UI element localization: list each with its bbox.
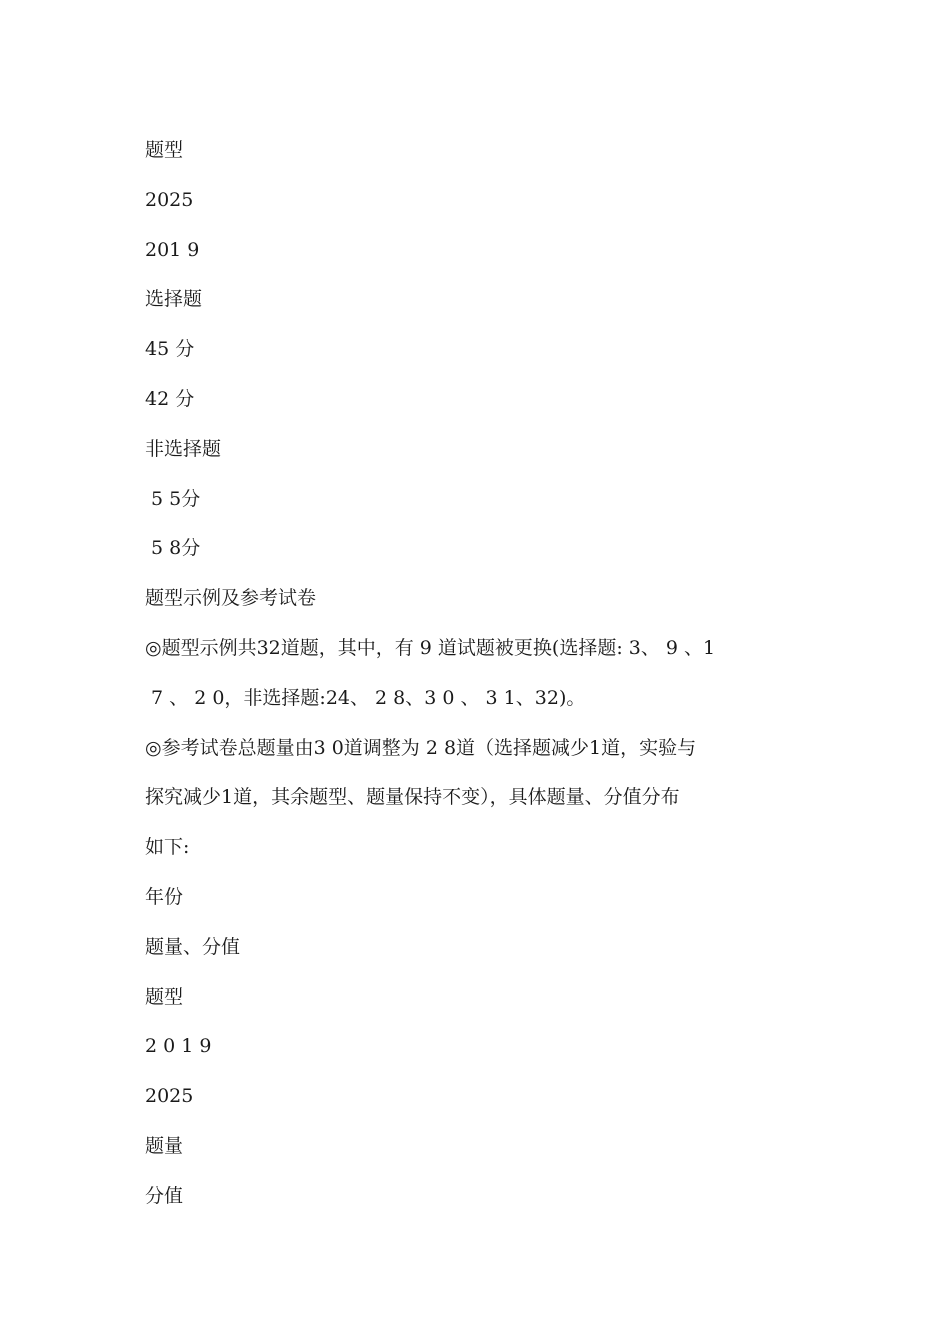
- document-page: [145, 133, 825, 1229]
- paragraph-line: 探究减少1道，其余题型、题量保持不变），具体题量、分值分布: [145, 786, 680, 809]
- text-line: 2025: [145, 1085, 194, 1108]
- text-line: 201 9: [145, 238, 200, 261]
- text-line: 题量: [145, 1134, 184, 1157]
- paragraph-line: 如下:: [145, 836, 190, 859]
- text-line: 45 分: [145, 338, 195, 361]
- text-line: 2 0 1 9: [145, 1035, 212, 1058]
- text-line: 42 分: [145, 387, 195, 410]
- text-line: 题量、分值: [145, 935, 241, 958]
- text-line: 非选择题: [145, 437, 222, 460]
- paragraph-line: 7 、 2 0，非选择题:24、 2 8、3 0 、 3 1、32)。: [145, 686, 586, 709]
- text-line: 年份: [145, 885, 184, 908]
- text-line: 5 5分: [145, 487, 201, 510]
- text-line: 分值: [145, 1184, 184, 1207]
- section-heading: 题型示例及参考试卷: [145, 587, 317, 610]
- text-line: 2025: [145, 188, 194, 211]
- paragraph-line: ◎参考试卷总题量由3 0道调整为 2 8道（选择题减少1道，实验与: [145, 736, 697, 759]
- paragraph-line: ◎题型示例共32道题，其中，有 9 道试题被更换(选择题: 3、 9 、1: [145, 636, 716, 659]
- text-line: 5 8分: [145, 537, 201, 560]
- text-line: 选择题: [145, 288, 203, 311]
- text-line: 题型: [145, 985, 184, 1008]
- text-line: 题型: [145, 139, 184, 161]
